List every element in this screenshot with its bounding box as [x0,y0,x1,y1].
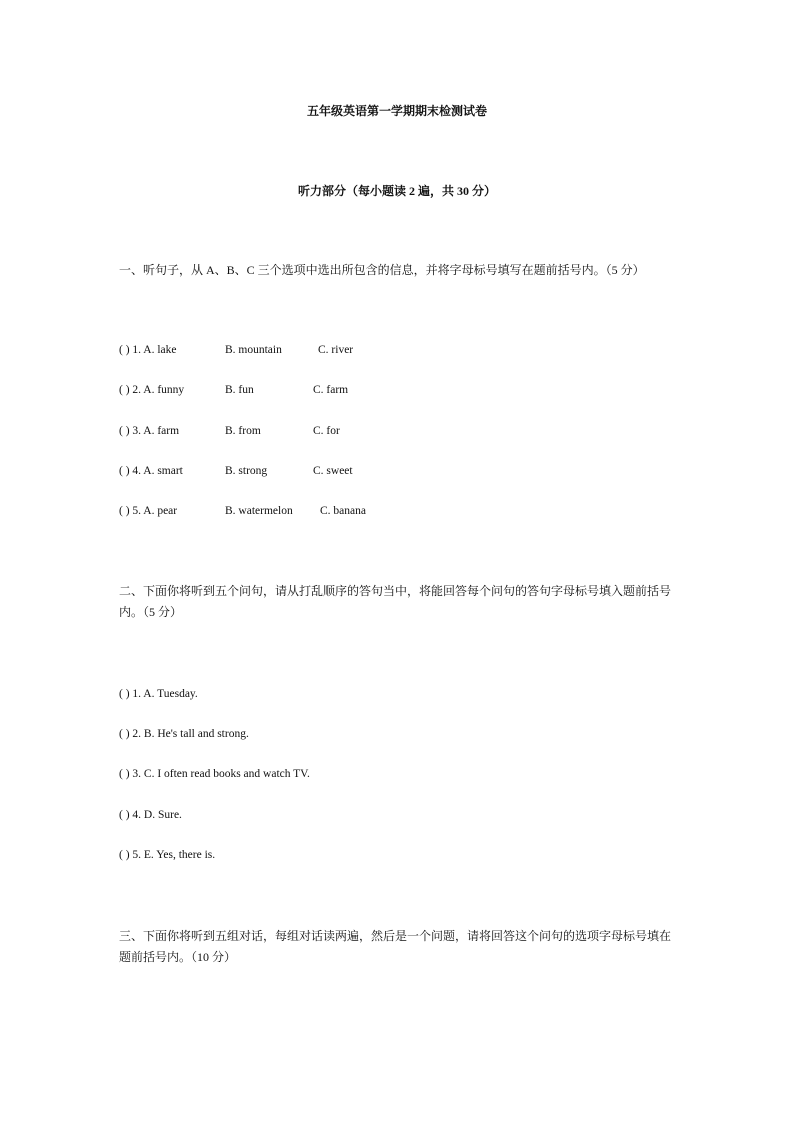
section1-heading: 一、听句子，从 A、B、C 三个选项中选出所包含的信息，并将字母标号填写在题前括号内。（5 分） [119,263,645,277]
question-stem: ( ) 4. A. smart [119,465,183,477]
option-b: B. strong [225,465,268,477]
question-stem: ( ) 1. A. lake [119,344,177,356]
question-text: ( ) 3. C. I often read books and watch TV. [119,768,310,780]
option-b: B. from [225,425,261,437]
page-title: 五年级英语第一学期期末检测试卷 [306,104,487,118]
section3-heading: 三、下面你将听到五组对话，每组对话读两遍，然后是一个问题，请将回答这个问句的选项字母标号填在题前括号内。（10 分） [119,929,672,964]
question-text: ( ) 5. E. Yes, there is. [119,849,216,861]
listening-subtitle: 听力部分（每小题读 2 遍，共 30 分） [297,184,496,198]
question-text: ( ) 4. D. Sure. [119,809,182,821]
option-b: B. mountain [225,344,282,356]
option-c: C. for [313,425,340,437]
option-c: C. river [318,344,354,356]
option-c: C. farm [313,384,349,396]
question-stem: ( ) 2. A. funny [119,384,185,396]
option-b: B. fun [225,384,254,396]
question-stem: ( ) 5. A. pear [119,505,178,517]
question-stem: ( ) 3. A. farm [119,425,180,437]
question-text: ( ) 1. A. Tuesday. [119,688,198,700]
section2-heading: 二、下面你将听到五个问句，请从打乱顺序的答句当中，将能回答每个问句的答句字母标号填入题前括号内。（5 分） [119,584,672,619]
question-text: ( ) 2. B. He's tall and strong. [119,728,249,740]
option-c: C. banana [320,505,366,517]
option-c: C. sweet [313,465,353,477]
option-b: B. watermelon [225,505,293,517]
